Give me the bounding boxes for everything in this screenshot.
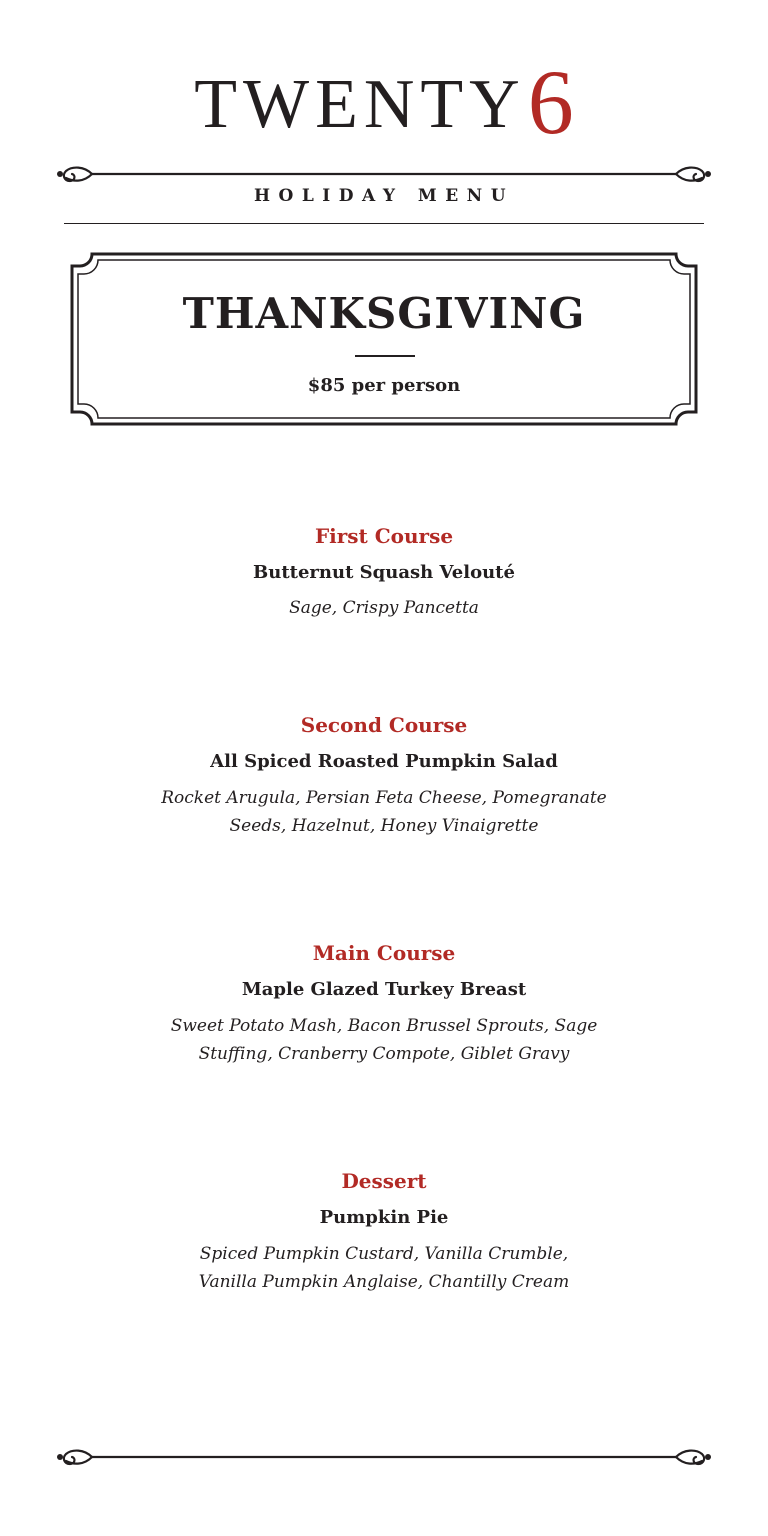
menu-title: THANKSGIVING [182,289,586,338]
course-dish-second: All Spiced Roasted Pumpkin Salad [210,751,558,772]
course-desc-second-line-2: Seeds, Hazelnut, Honey Vinaigrette [229,816,539,836]
subtitle-rule [64,223,704,224]
brand-name: TWENTY [194,66,526,143]
course-dish-main: Maple Glazed Turkey Breast [241,979,527,1000]
course-desc-first-line-1: Sage, Crispy Pancetta [289,598,479,618]
brand-number: 6 [527,51,574,153]
course-title-dessert: Dessert [341,1169,427,1193]
course-desc-main-line-2: Stuffing, Cranberry Compote, Giblet Gravy [198,1044,570,1064]
course-desc-dessert-line-1: Spiced Pumpkin Custard, Vanilla Crumble, [199,1244,569,1264]
course-title-main: Main Course [312,941,456,965]
title-dash [355,355,415,357]
course-title-second: Second Course [300,713,468,737]
course-desc-second-line-1: Rocket Arugula, Persian Feta Cheese, Pomegranate [161,788,607,808]
course-dish-dessert: Pumpkin Pie [319,1207,449,1228]
course-dish-first: Butternut Squash Velouté [253,562,515,583]
course-desc-main-line-1: Sweet Potato Mash, Bacon Brussel Sprouts, Sage [170,1016,598,1036]
ornament-divider-bottom [0,1441,768,1473]
course-title-first: First Course [314,524,454,548]
menu-price: $85 per person [307,375,461,396]
brand-logo [0,51,768,153]
menu-subtitle: HOLIDAY MENU [253,186,515,206]
course-desc-dessert-line-2: Vanilla Pumpkin Anglaise, Chantilly Cream [198,1272,570,1292]
